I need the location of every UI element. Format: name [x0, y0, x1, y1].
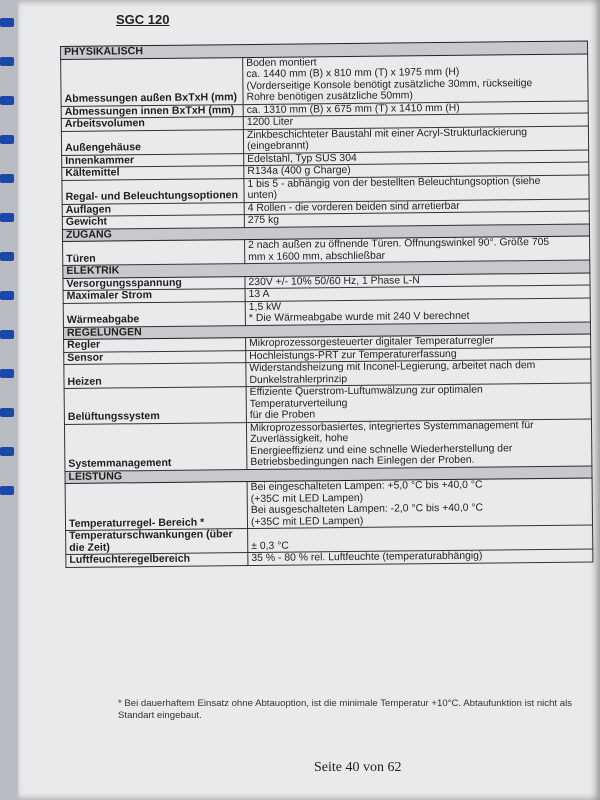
- value-line: ca. 1310 mm (B) x 675 mm (T) x 1410 mm (H): [246, 102, 460, 116]
- section-title: ZUGANG: [62, 223, 589, 241]
- row-value: [248, 525, 593, 553]
- binder-ring: [0, 252, 14, 261]
- binder-ring: [0, 57, 14, 66]
- binder-ring: [0, 369, 14, 378]
- value-line: Boden montiert: [246, 56, 317, 69]
- row-value: [246, 383, 591, 422]
- value-line: (+35C mit LED Lampen): [250, 515, 364, 528]
- value-line: Dunkelstrahlerprinzip: [249, 373, 348, 386]
- page-number: Seite 40 von 62: [314, 760, 402, 775]
- document-page: [18, 0, 600, 800]
- row-value: [247, 478, 592, 529]
- section-title: ELEKTRIK: [63, 260, 590, 278]
- row-value: [248, 549, 593, 565]
- footnote: * Bei dauerhaftem Einsatz ohne Abtauoption, ist die minimale Temperatur +10°C. Abtaufunktion ist nicht als Standart eingebaut.: [118, 698, 573, 721]
- value-line: Hochleistungs-PRT zur Temperaturerfassung: [249, 348, 457, 362]
- value-line: 1200 Liter: [246, 116, 294, 129]
- spec-table: [60, 40, 593, 567]
- binder-ring: [0, 447, 14, 456]
- row-value: [246, 359, 591, 387]
- row-label: Abmessungen außen BxTxH (mm): [61, 57, 243, 106]
- value-line: Widerstandsheizung mit Inconel-Legierung, arbeitet nach dem: [249, 360, 536, 375]
- value-line: unten): [247, 189, 278, 202]
- binder-ring: [0, 408, 14, 417]
- row-value: [245, 297, 590, 325]
- value-line: Temperaturverteilung: [249, 397, 348, 410]
- row-value: [244, 174, 589, 202]
- value-line: 4 Rollen - die vorderen beiden sind arretierbar: [247, 200, 460, 214]
- binder-ring: [0, 96, 14, 105]
- row-value: [246, 418, 591, 469]
- value-line: (eingebrannt): [247, 140, 309, 153]
- row-value: [243, 53, 588, 104]
- document-title: SGC 120: [116, 12, 170, 27]
- value-line: 1 bis 5 - abhängig von der bestellten Beleuchtungsoption (siehe: [247, 175, 541, 190]
- value-line: 275 kg: [247, 214, 280, 227]
- value-line: Effiziente Querstrom-Luftumwälzung zur optimalen: [249, 384, 483, 399]
- section-title: PHYSIKALISCH: [61, 41, 588, 59]
- row-label: Versorgungsspannung: [63, 276, 245, 290]
- value-line: Edelstahl, Typ SUS 304: [247, 152, 357, 165]
- row-label: Abmessungen innen BxTxH (mm): [61, 104, 243, 118]
- binder-ring: [0, 486, 14, 495]
- row-label: Luftfeuchteregelbereich: [66, 553, 248, 567]
- value-line: (Vorderseitige Konsole benötigt zusätzliche 30mm, rückseitige: [246, 77, 533, 92]
- row-label: Kältemittel: [62, 166, 244, 180]
- value-line: * Die Wärmeabgabe wurde mit 240 V berechnet: [248, 310, 470, 325]
- binder-ring: [0, 135, 14, 144]
- row-label: Heizen: [64, 363, 246, 389]
- row-label: Regal- und Beleuchtungsoptionen: [62, 178, 244, 204]
- binder-ring: [0, 330, 14, 339]
- binder-ring: [0, 174, 14, 183]
- table-row: [65, 478, 592, 531]
- row-label: Wärmeabgabe: [63, 301, 245, 327]
- binder-ring: [0, 213, 14, 222]
- row-label: Innenkammer: [62, 153, 244, 167]
- section-title: LEISTUNG: [65, 465, 592, 483]
- value-line: R134a (400 g Charge): [247, 164, 351, 178]
- row-value: [245, 236, 590, 264]
- value-line: 2 nach außen zu öffnende Türen. Öffnungswinkel 90°. Größe 705: [248, 236, 550, 252]
- row-label: Arbeitsvolumen: [61, 117, 243, 131]
- row-label: Regler: [64, 338, 246, 352]
- value-line: 230V +/- 10% 50/60 Hz, 1 Phase L-N: [248, 274, 420, 288]
- value-line: (+35C mit LED Lampen): [250, 492, 364, 505]
- value-line: mm x 1600 mm, abschließbar: [248, 250, 386, 263]
- table-row: [61, 53, 588, 106]
- table-row: [64, 383, 591, 424]
- row-label: Sensor: [64, 350, 246, 364]
- value-line: Bei ausgeschalteten Lampen: -2,0 °C bis +40,0 °C: [250, 502, 484, 517]
- value-line: Mikroprozessorgesteuerter digitaler Temperaturregler: [249, 335, 494, 350]
- row-label: Auflagen: [62, 202, 244, 216]
- value-line: Zuverlässigkeit, hohe: [250, 433, 349, 446]
- value-line: Betriebsbedingungen nach Einlegen der Proben.: [250, 454, 475, 469]
- row-label: Türen: [63, 240, 245, 266]
- binder-ring: [0, 291, 14, 300]
- row-label: Systemmanagement: [64, 422, 246, 471]
- table-row: [64, 418, 591, 471]
- row-label: Temperaturschwankungen (über die Zeit): [66, 529, 248, 555]
- row-label: Maximaler Strom: [63, 289, 245, 303]
- row-label: Belüftungssystem: [64, 387, 246, 424]
- value-line: Zinkbeschichteter Baustahl mit einer Acryl-Strukturlackierung: [246, 126, 528, 141]
- value-line: 1,5 kW: [248, 301, 282, 313]
- value-line: für die Proben: [249, 409, 316, 422]
- value-line: Rohre benötigen zusätzliche 50mm): [246, 90, 413, 104]
- binder-ring: [0, 18, 14, 27]
- row-label: Temperaturregel- Bereich *: [65, 482, 247, 531]
- value-line: 35 % - 80 % rel. Luftfeuchte (temperaturabhängig): [251, 550, 483, 565]
- section-title: REGELUNGEN: [63, 321, 590, 339]
- value-line: Energieeffizienz und eine schnelle Wiederherstellung der: [250, 442, 513, 457]
- value-line: Bei eingeschalteten Lampen: +5,0 °C bis +40,0 °C: [250, 479, 483, 494]
- value-line: Mikroprozessorbasiertes, integriertes Systemmanagement für: [249, 419, 534, 434]
- row-label: Außengehäuse: [61, 129, 243, 155]
- binder-spine: [0, 0, 18, 800]
- value-line: 13 A: [248, 288, 270, 301]
- value-line: ca. 1440 mm (B) x 810 mm (T) x 1975 mm (H): [246, 66, 460, 81]
- row-value: [243, 125, 588, 153]
- row-label: Gewicht: [62, 215, 244, 229]
- value-line: ± 0,3 °C: [251, 540, 289, 552]
